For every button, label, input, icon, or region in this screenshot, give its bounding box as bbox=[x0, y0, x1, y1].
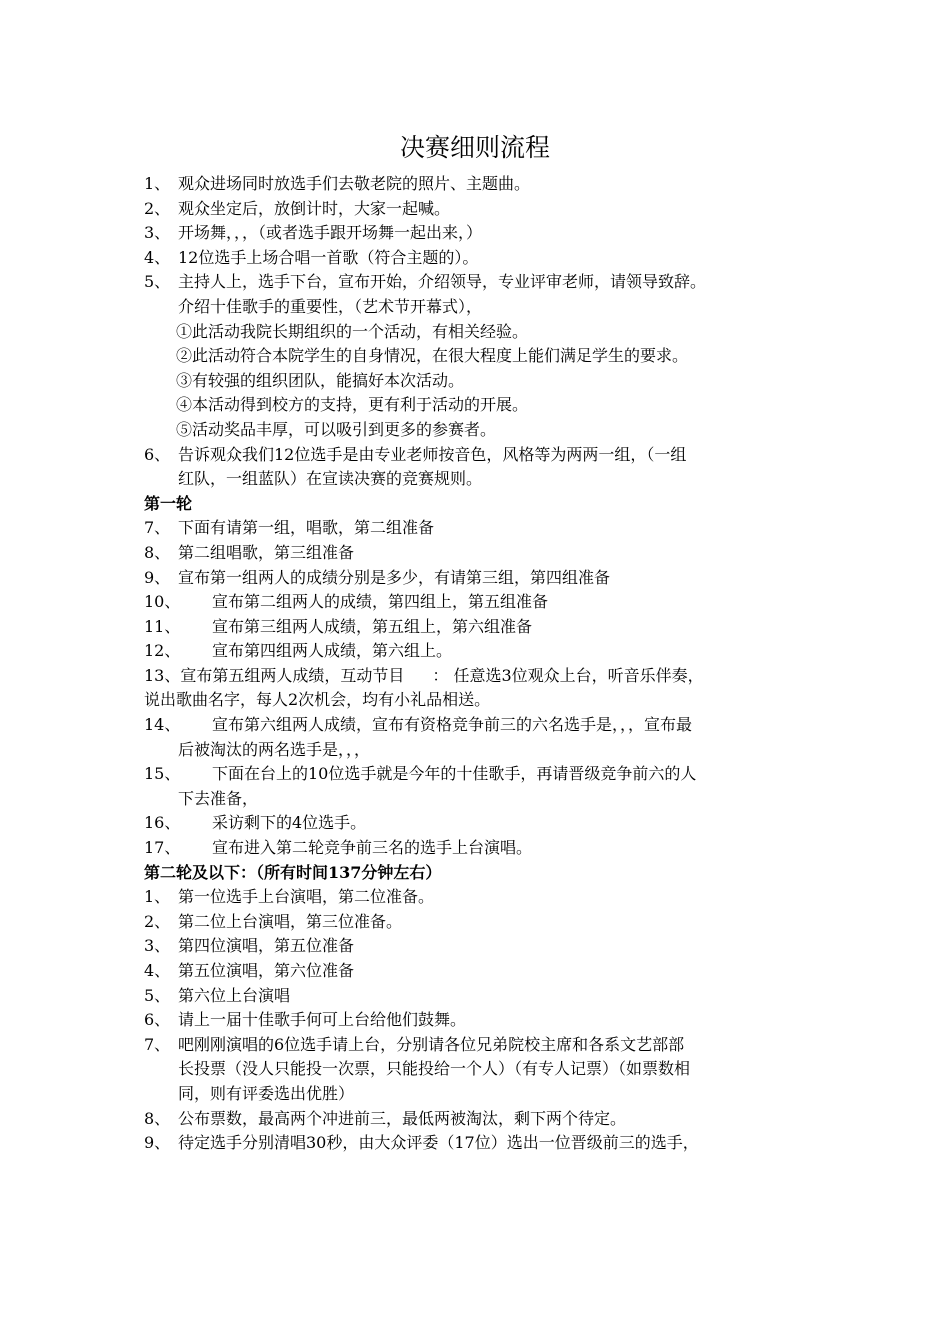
item-text: ： 任意选3位观众上台，听音乐伴奏， bbox=[432, 665, 704, 685]
list-item bbox=[144, 516, 824, 541]
list-item bbox=[144, 1033, 824, 1058]
item-number: 11、 bbox=[144, 616, 181, 636]
item-text: 宣布第一组两人的成绩分别是多少，有请第三组，第四组准备 bbox=[178, 567, 611, 587]
item-continuation: 同，则有评委选出优胜） bbox=[178, 1083, 355, 1103]
document-body bbox=[144, 172, 824, 1156]
item-text: 13、宣布第五组两人成绩，互动节目 bbox=[144, 665, 405, 685]
item-text: 第二位上台演唱，第三位准备。 bbox=[178, 911, 403, 931]
list-item bbox=[144, 197, 824, 222]
list-item bbox=[144, 541, 824, 566]
item-number: 5、 bbox=[144, 272, 171, 292]
sub-point: ④本活动得到校方的支持，更有利于活动的开展。 bbox=[176, 395, 529, 415]
item-number: 3、 bbox=[144, 223, 171, 243]
list-item bbox=[144, 1008, 824, 1033]
item-text: 宣布第二组两人的成绩，第四组上，第五组准备 bbox=[212, 592, 549, 612]
item-number: 15、 bbox=[144, 764, 181, 784]
item-text: 开场舞，，，（或者选手跟开场舞一起出来，） bbox=[178, 223, 483, 243]
sub-point: ⑤活动奖品丰厚，可以吸引到更多的参赛者。 bbox=[176, 419, 497, 439]
list-item bbox=[144, 811, 824, 836]
list-item bbox=[144, 270, 824, 295]
page-title: 决赛细则流程 bbox=[399, 133, 550, 162]
list-item bbox=[144, 762, 824, 787]
item-text: 主持人上，选手下台，宣布开始，介绍领导，专业评审老师，请领导致辞。 bbox=[178, 272, 707, 292]
list-item bbox=[144, 984, 824, 1009]
list-item bbox=[144, 1107, 824, 1132]
item-text: 采访剩下的4位选手。 bbox=[212, 813, 367, 833]
list-item bbox=[144, 713, 824, 738]
item-number: 4、 bbox=[144, 961, 171, 980]
item-text: 第六位上台演唱 bbox=[178, 985, 291, 1005]
item-continuation: 后被淘汰的两名选手是，，， bbox=[178, 739, 371, 759]
item-number: 1、 bbox=[144, 174, 171, 193]
item-number: 7、 bbox=[144, 518, 171, 538]
list-item bbox=[144, 664, 824, 689]
item-text: 吧刚刚演唱的6位选手请上台，分别请各位兄弟院校主席和各系文艺部部 bbox=[178, 1034, 685, 1054]
item-number: 8、 bbox=[144, 1108, 171, 1128]
list-item bbox=[144, 221, 824, 246]
item-text: 宣布第六组两人成绩，宣布有资格竞争前三的六名选手是，，，宣布最 bbox=[212, 715, 693, 735]
item-number: 5、 bbox=[144, 985, 171, 1005]
list-item bbox=[144, 639, 824, 664]
item-number: 9、 bbox=[144, 567, 171, 587]
item-text: 待定选手分别清唱30秒，由大众评委（17位）选出一位晋级前三的选手， bbox=[178, 1133, 699, 1153]
item-text: 宣布第四组两人成绩，第六组上。 bbox=[212, 641, 453, 661]
item-text: 请上一届十佳歌手何可上台给他们鼓舞。 bbox=[178, 1010, 467, 1030]
item-number: 6、 bbox=[144, 1010, 171, 1030]
item-text: 宣布第三组两人成绩，第五组上，第六组准备 bbox=[212, 616, 533, 636]
item-number: 8、 bbox=[144, 542, 171, 562]
list-item bbox=[144, 590, 824, 615]
list-item bbox=[144, 566, 824, 591]
item-text: 第四位演唱，第五位准备 bbox=[178, 936, 355, 956]
item-text: 公布票数，最高两个冲进前三，最低两被淘汰，剩下两个待定。 bbox=[178, 1108, 627, 1128]
section-heading: 第一轮 bbox=[144, 493, 193, 513]
section-heading: 第二轮及以下：（所有时间137分钟左右） bbox=[144, 862, 442, 882]
list-item bbox=[144, 443, 824, 468]
item-text: 告诉观众我们12位选手是由专业老师按音色，风格等为两两一组，（一组 bbox=[178, 444, 687, 464]
list-item bbox=[144, 885, 824, 910]
list-item bbox=[144, 959, 824, 984]
item-continuation: 长投票（没人只能投一次票，只能投给一个人）（有专人记票）（如票数相 bbox=[178, 1059, 691, 1079]
sub-point: ③有较强的组织团队，能搞好本次活动。 bbox=[176, 370, 465, 390]
item-text: 下面在台上的10位选手就是今年的十佳歌手，再请晋级竞争前六的人 bbox=[212, 764, 697, 784]
list-item bbox=[144, 1131, 824, 1156]
item-text: 宣布进入第二轮竞争前三名的选手上台演唱。 bbox=[212, 838, 533, 858]
item-number: 1、 bbox=[144, 887, 171, 907]
item-number: 10、 bbox=[144, 592, 181, 612]
list-item bbox=[144, 246, 824, 271]
list-item bbox=[144, 172, 824, 197]
item-text: 第五位演唱，第六位准备 bbox=[178, 961, 355, 980]
item-text: 观众进场同时放选手们去敬老院的照片、主题曲。 bbox=[178, 174, 531, 193]
item-number: 6、 bbox=[144, 444, 171, 464]
list-item bbox=[144, 836, 824, 861]
item-number: 14、 bbox=[144, 715, 181, 735]
item-text: 下面有请第一组，唱歌，第二组准备 bbox=[178, 518, 435, 538]
item-number: 12、 bbox=[144, 641, 181, 661]
item-continuation: 红队，一组蓝队）在宣读决赛的竞赛规则。 bbox=[178, 469, 483, 489]
item-text: 12位选手上场合唱一首歌（符合主题的）。 bbox=[178, 247, 479, 267]
item-continuation: 说出歌曲名字，每人2次机会，均有小礼品相送。 bbox=[144, 690, 491, 710]
item-continuation: 下去准备， bbox=[178, 788, 259, 808]
item-continuation: 介绍十佳歌手的重要性，（艺术节开幕式）， bbox=[178, 296, 483, 316]
sub-point: ①此活动我院长期组织的一个活动，有相关经验。 bbox=[176, 321, 529, 341]
item-text: 第一位选手上台演唱，第二位准备。 bbox=[178, 887, 435, 907]
item-number: 3、 bbox=[144, 936, 171, 956]
item-number: 2、 bbox=[144, 198, 171, 218]
item-number: 17、 bbox=[144, 838, 181, 858]
item-number: 4、 bbox=[144, 247, 171, 267]
list-item bbox=[144, 615, 824, 640]
list-item bbox=[144, 910, 824, 935]
sub-point: ②此活动符合本院学生的自身情况，在很大程度上能们满足学生的要求。 bbox=[176, 346, 689, 366]
item-number: 7、 bbox=[144, 1034, 171, 1054]
item-text: 观众坐定后，放倒计时，大家一起喊。 bbox=[178, 198, 451, 218]
list-item bbox=[144, 934, 824, 959]
item-number: 9、 bbox=[144, 1133, 171, 1153]
item-text: 第二组唱歌，第三组准备 bbox=[178, 542, 355, 562]
item-number: 2、 bbox=[144, 911, 171, 931]
item-number: 16、 bbox=[144, 813, 181, 833]
